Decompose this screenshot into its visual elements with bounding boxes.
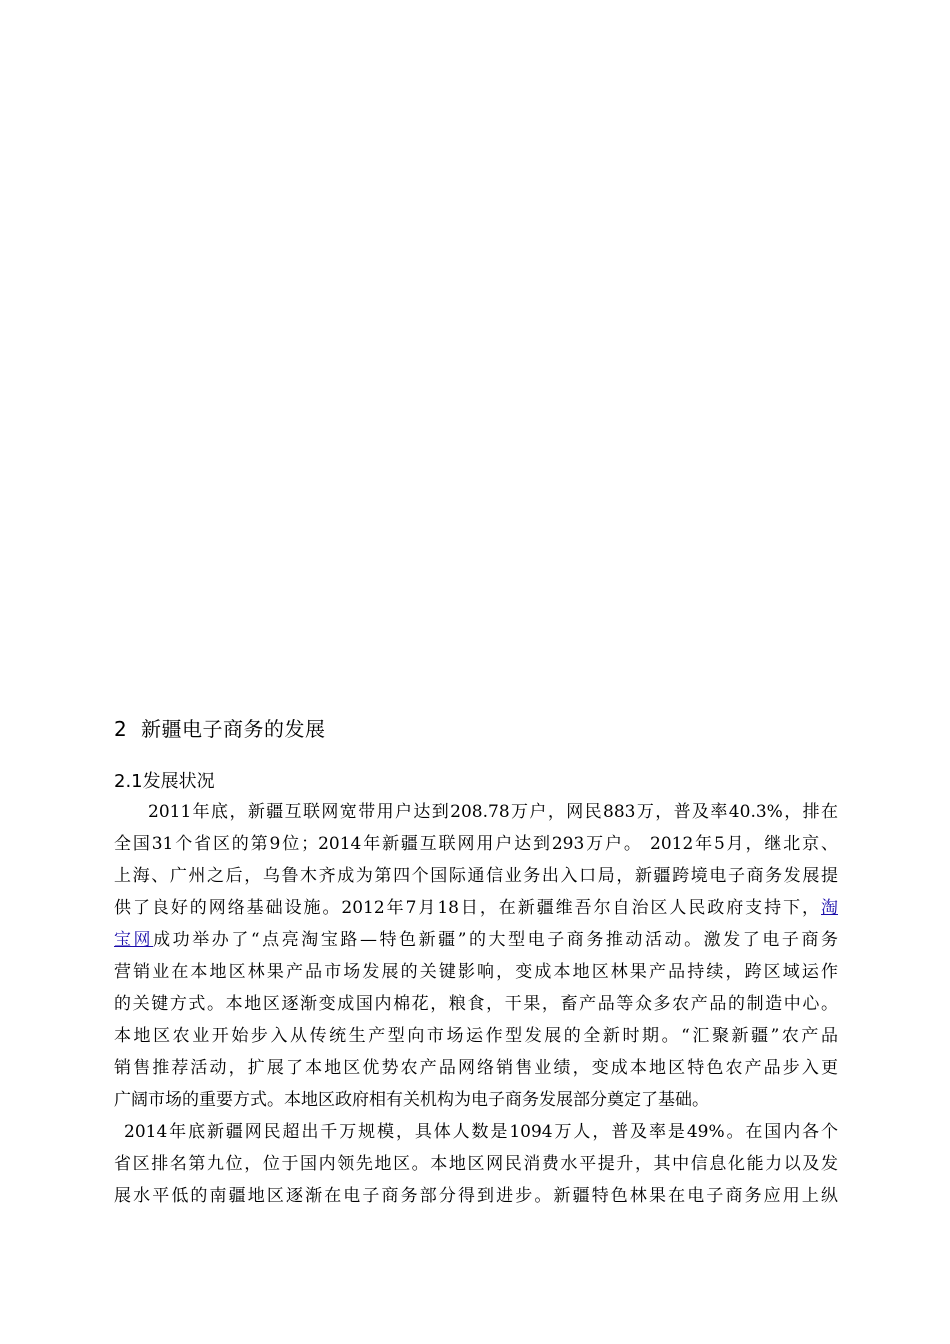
paragraph-line-with-link: [114, 924, 838, 956]
paragraph-line: 的关键方式。本地区逐渐变成国内棉花，粮食，干果，畜产品等众多农产品的制造中心。: [114, 994, 838, 1014]
paragraph-line-text: 成功举办了“点亮淘宝路—特色新疆”的大型电子商务推动活动。激发了电子商务: [153, 930, 838, 950]
document-content: [114, 713, 838, 1212]
taobao-link[interactable]: 宝网: [114, 930, 154, 950]
section-number: 2: [114, 717, 128, 741]
subsection-title: 发展状况: [142, 771, 215, 792]
subsection-heading: [114, 768, 838, 796]
paragraph-line: 广阔市场的重要方式。本地区政府相有关机构为电子商务发展部分奠定了基础。: [114, 1090, 709, 1110]
paragraph-line: 本地区农业开始步入从传统生产型向市场运作型发展的全新时期。“汇聚新疆”农产品: [114, 1026, 838, 1046]
section-heading: [114, 713, 838, 745]
paragraph-line: 销售推荐活动，扩展了本地区优势农产品网络销售业绩，变成本地区特色农产品步入更: [114, 1058, 838, 1078]
paragraph-line: 营销业在本地区林果产品市场发展的关键影响，变成本地区林果产品持续，跨区域运作: [114, 962, 838, 982]
paragraph-line: 全国31个省区的第9位；2014年新疆互联网用户达到293万户。 2012年5月，继北京、: [114, 834, 838, 854]
paragraph-line-text: 供了良好的网络基础设施。2012年7月18日，在新疆维吾尔自治区人民政府支持下，: [114, 898, 821, 918]
paragraph-1: [114, 796, 838, 1116]
paragraph-2: [114, 1116, 838, 1212]
paragraph-line-with-link: [114, 892, 838, 924]
paragraph-line: 省区排名第九位，位于国内领先地区。本地区网民消费水平提升，其中信息化能力以及发: [114, 1154, 838, 1174]
paragraph-line: 上海、广州之后，乌鲁木齐成为第四个国际通信业务出入口局，新疆跨境电子商务发展提: [114, 866, 838, 886]
subsection-number: 2.1: [114, 771, 143, 792]
paragraph-line: 2014年底新疆网民超出千万规模，具体人数是1094万人，普及率是49%。在国内各个: [124, 1122, 838, 1142]
section-title: 新疆电子商务的发展: [140, 717, 326, 741]
taobao-link[interactable]: 淘: [821, 898, 838, 918]
paragraph-line: 展水平低的南疆地区逐渐在电子商务部分得到进步。新疆特色林果在电子商务应用上纵: [114, 1186, 838, 1206]
paragraph-line: 2011年底，新疆互联网宽带用户达到208.78万户，网民883万，普及率40.3%，排在: [148, 802, 838, 822]
